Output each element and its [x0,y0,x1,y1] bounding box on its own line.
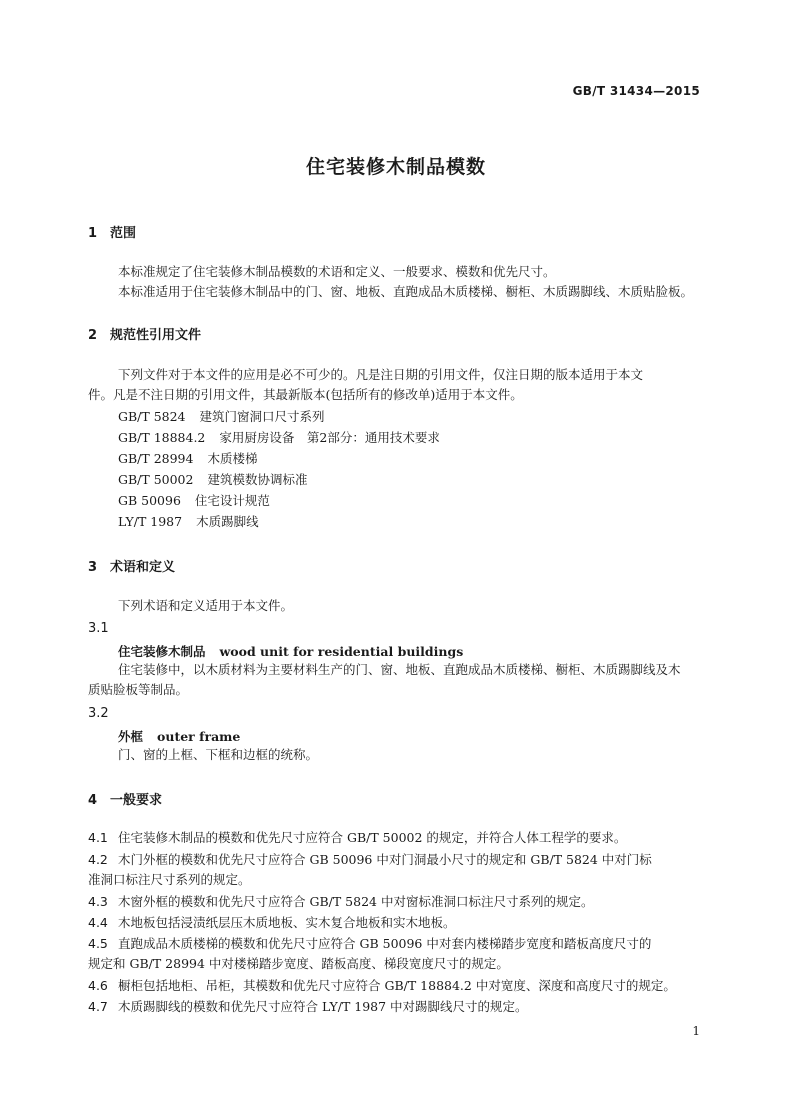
section-title: 规范性引用文件 [110,328,202,343]
reference-name: 家用厨房设备 第2部分：通用技术要求 [219,430,440,445]
section-number: 3 [88,560,98,575]
reference-code: LY/T 1987 [118,514,183,529]
reference-item [118,428,440,448]
reference-item [118,491,270,511]
requirement-item [88,828,708,848]
term-chinese: 外框 [118,729,144,744]
reference-item [118,470,307,490]
requirement-text: 木地板包括浸渍纸层压木质地板、实木复合地板和实木地板。 [118,915,456,930]
reference-code: GB/T 50002 [118,472,194,487]
reference-item [118,512,259,532]
requirement-text: 木窗外框的模数和优先尺寸应符合 GB/T 5824 中对窗标准洞口标注尺寸系列的规定。 [118,894,594,909]
requirement-text: 木门外框的模数和优先尺寸应符合 GB 50096 中对门洞最小尺寸的规定和 GB/T 5824 中对门标 [118,852,652,867]
reference-code: GB/T 5824 [118,409,186,424]
requirement-item [88,976,708,996]
reference-code: GB/T 28994 [118,451,194,466]
requirement-continuation: 规定和 GB/T 28994 中对楼梯踏步宽度、踏板高度、梯段宽度尺寸的规定。 [88,956,509,971]
requirement-number: 4.3 [88,894,108,909]
reference-name: 建筑门窗洞口尺寸系列 [199,409,325,424]
requirement-item [88,997,708,1017]
requirement-number: 4.4 [88,915,108,930]
term-entry [118,642,463,660]
term-english: wood unit for residential buildings [219,644,464,659]
term-definition: 门、窗的上框、下框和边框的统称。 [118,747,319,762]
term-definition: 住宅装修中，以木质材料为主要材料生产的门、窗、地板、直跑成品木质楼梯、橱柜、木质踢脚线及木 [118,662,681,677]
reference-code: GB 50096 [118,493,181,508]
term-number: 3.2 [88,706,109,721]
paragraph: 本标准规定了住宅装修木制品模数的术语和定义、一般要求、模数和优先尺寸。 [118,264,556,279]
paragraph-continuation: 件。凡是不注日期的引用文件，其最新版本(包括所有的修改单)适用于本文件。 [88,387,523,402]
requirement-item [88,892,708,912]
requirement-text: 木质踢脚线的模数和优先尺寸应符合 LY/T 1987 中对踢脚线尺寸的规定。 [118,999,528,1014]
reference-name: 木质楼梯 [207,451,258,466]
term-chinese: 住宅装修木制品 [118,644,206,659]
section-4-heading [88,789,162,808]
term-number: 3.1 [88,621,109,636]
section-number: 1 [88,226,98,241]
requirement-number: 4.7 [88,999,108,1014]
section-number: 2 [88,328,98,343]
standard-id: GB/T 31434—2015 [572,84,700,98]
requirement-number: 4.5 [88,936,108,951]
reference-name: 建筑模数协调标准 [207,472,308,487]
section-number: 4 [88,793,98,808]
term-english: outer frame [157,729,241,744]
document-title: 住宅装修木制品模数 [305,156,486,178]
requirement-number: 4.1 [88,830,108,845]
requirement-item [88,934,708,954]
requirement-text: 住宅装修木制品的模数和优先尺寸应符合 GB/T 50002 的规定，并符合人体工程学的要求。 [118,830,627,845]
requirement-number: 4.2 [88,852,108,867]
reference-name: 木质踢脚线 [196,514,259,529]
requirement-item [88,850,708,870]
paragraph: 下列术语和定义适用于本文件。 [118,598,294,613]
requirement-text: 直跑成品木质楼梯的模数和优先尺寸应符合 GB 50096 中对套内楼梯踏步宽度和踏板高度尺寸的 [118,936,652,951]
section-title: 术语和定义 [110,560,176,575]
section-1-heading [88,222,136,241]
section-title: 一般要求 [110,793,163,808]
requirement-continuation: 准洞口标注尺寸系列的规定。 [88,872,251,887]
reference-name: 住宅设计规范 [194,493,270,508]
paragraph: 下列文件对于本文件的应用是必不可少的。凡是注日期的引用文件，仅注日期的版本适用于本文 [118,367,644,382]
section-3-heading [88,556,175,575]
term-definition-continuation: 质贴脸板等制品。 [88,682,189,697]
requirement-text: 橱柜包括地柜、吊柜，其模数和优先尺寸应符合 GB/T 18884.2 中对宽度、深度和高度尺寸的规定。 [118,978,676,993]
paragraph: 本标准适用于住宅装修木制品中的门、窗、地板、直跑成品木质楼梯、橱柜、木质踢脚线、木质贴脸板。 [118,284,694,299]
term-entry [118,727,240,745]
requirement-item [88,913,708,933]
section-title: 范围 [110,226,137,241]
requirement-number: 4.6 [88,978,108,993]
page-number: 1 [692,1024,700,1038]
reference-item [118,407,325,427]
reference-item [118,449,257,469]
reference-code: GB/T 18884.2 [118,430,206,445]
section-2-heading [88,324,201,343]
